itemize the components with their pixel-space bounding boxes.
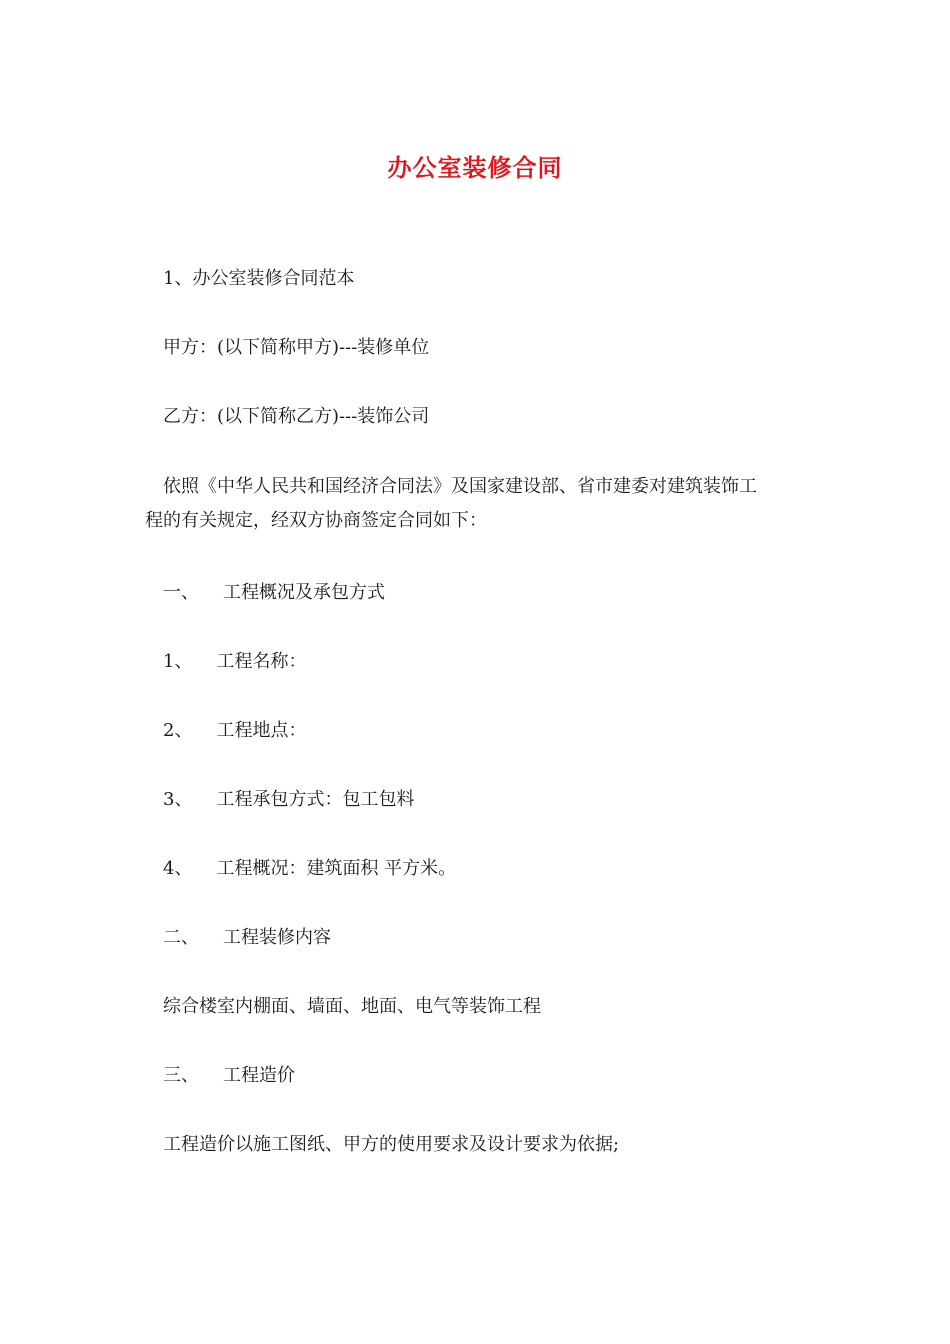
section-1-number: 一、: [163, 582, 199, 603]
item-text: 工程概况：建筑面积 平方米。: [216, 858, 457, 879]
item-number: 4、: [163, 858, 193, 879]
section-2-number: 二、: [163, 927, 199, 948]
section-3-number: 三、: [163, 1065, 199, 1086]
legal-basis-paragraph: [145, 470, 805, 538]
section-1-title: 工程概况及承包方式: [223, 582, 385, 603]
section-3-title: 工程造价: [223, 1065, 295, 1086]
section-1-item-1: [163, 645, 306, 679]
item-text: 工程名称：: [216, 651, 307, 672]
section-2-heading: [163, 921, 331, 955]
party-a-line: 甲方：(以下简称甲方)---装修单位: [163, 337, 430, 358]
legal-basis-line-1: 依照《中华人民共和国经济合同法》及国家建设部、省市建委对建筑装饰工: [163, 476, 757, 497]
item-number: 3、: [163, 789, 193, 810]
item-text: 工程地点：: [216, 720, 307, 741]
item-number: 1、: [163, 651, 193, 672]
party-b-line: 乙方：(以下简称乙方)---装饰公司: [163, 406, 430, 427]
item-number: 2、: [163, 720, 193, 741]
item-text: 工程承包方式：包工包料: [216, 789, 415, 810]
section-1-heading: [163, 576, 385, 610]
section-2-body: 综合楼室内棚面、墙面、地面、电气等装饰工程: [163, 996, 541, 1017]
section-3-body: 工程造价以施工图纸、甲方的使用要求及设计要求为依据;: [163, 1134, 620, 1155]
document-title: 办公室装修合同: [387, 153, 563, 182]
section-3-heading: [163, 1059, 295, 1093]
section-1-item-4: [163, 852, 456, 886]
legal-basis-line-2: 程的有关规定，经双方协商签定合同如下：: [145, 510, 487, 531]
section-2-title: 工程装修内容: [223, 927, 331, 948]
section-1-item-3: [163, 783, 414, 817]
heading-contract-template: 1、办公室装修合同范本: [163, 268, 355, 289]
section-1-item-2: [163, 714, 306, 748]
